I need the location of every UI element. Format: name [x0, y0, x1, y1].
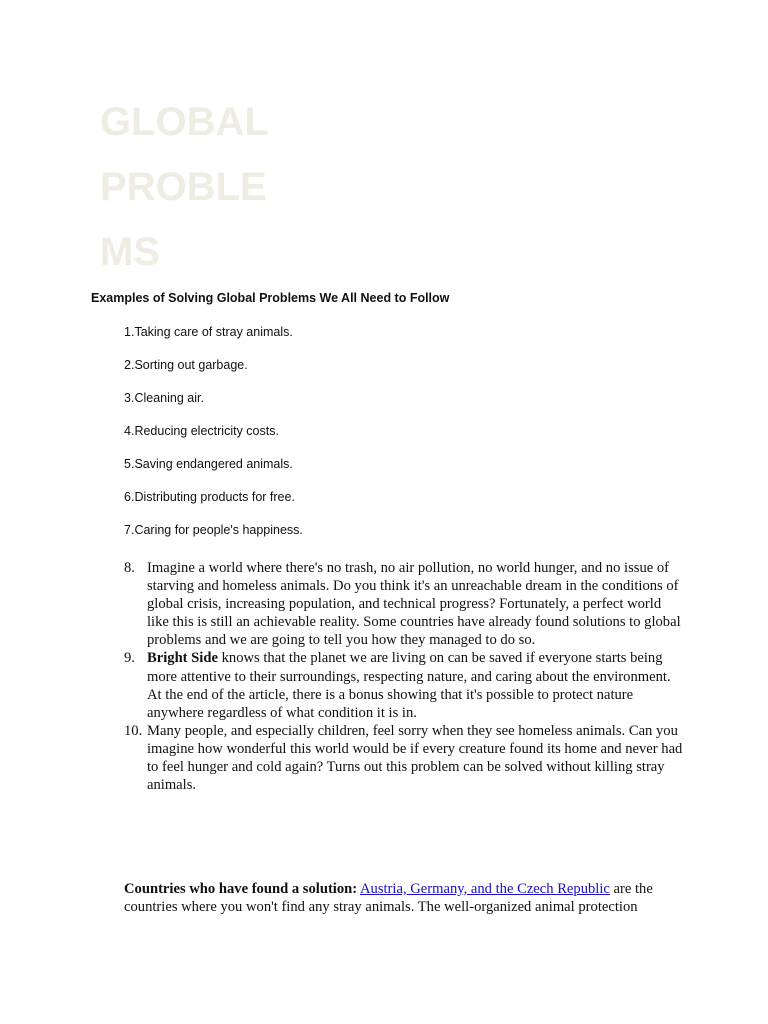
list-item-text: Cleaning air.	[134, 391, 204, 405]
list-item-text: Taking care of stray animals.	[134, 325, 293, 339]
document-title	[100, 90, 300, 285]
list-item-text: Caring for people's happiness.	[134, 523, 303, 537]
list-item-text: Saving endangered animals.	[134, 457, 293, 471]
title-line-3: MS	[100, 230, 160, 274]
paragraph-item	[124, 722, 684, 794]
list-item	[124, 489, 303, 522]
list-number: 3.	[124, 391, 135, 405]
countries-text: are the countries where you won't find any stray animals. The well-organized animal protection	[124, 881, 653, 916]
list-item	[124, 357, 303, 390]
countries-label: Countries who have found a solution:	[124, 881, 358, 897]
paragraph-item	[124, 649, 684, 721]
list-item	[124, 324, 303, 357]
brand-name: Bright Side	[147, 650, 218, 667]
title-line-1: GLOBAL	[100, 100, 269, 144]
list-number: 10.	[124, 722, 143, 739]
list-number: 1.	[124, 325, 135, 339]
solutions-short-list	[124, 324, 303, 555]
countries-link[interactable]: Austria, Germany, and the Czech Republic	[359, 881, 610, 897]
countries-paragraph	[124, 880, 684, 916]
list-number: 7.	[124, 523, 135, 537]
section-subheading: Examples of Solving Global Problems We All Need to Follow	[91, 291, 450, 305]
paragraph-item	[124, 559, 684, 649]
paragraph-text: knows that the planet we are living on can be saved if everyone starts being more attentive to their surroundings, respecting nature, and caring about the environment. At the end of the article, there is a bonus showing that it's possible to protect nature anywhere regardless of what condition it is in.	[147, 650, 671, 721]
title-line-2: PROBLE	[100, 165, 267, 209]
list-number: 6.	[124, 490, 135, 504]
list-item-text: Distributing products for free.	[134, 490, 295, 504]
list-number: 8.	[124, 560, 135, 576]
list-number: 4.	[124, 424, 135, 438]
list-number: 2.	[124, 358, 135, 372]
paragraph-text: Many people, and especially children, feel sorry when they see homeless animals. Can you imagine how wonderful this world would be if every creature found its home and never had to feel hunger and cold again? Turns out this problem can be solved without killing stray animals.	[147, 722, 683, 794]
list-item	[124, 522, 303, 555]
list-item	[124, 456, 303, 489]
paragraph-list	[124, 559, 684, 794]
paragraph-text: Imagine a world where there's no trash, no air pollution, no world hunger, and no issue of starving and homeless animals. Do you think it's an unreachable dream in the conditions of global crisis, increasing population, and technical progress? Fortunately, a perfect world like this is still an achievable reality. Some countries have already found solutions to global problems and we are going to tell you how they managed to do so.	[147, 560, 681, 649]
list-item-text: Reducing electricity costs.	[134, 424, 279, 438]
list-number: 5.	[124, 457, 135, 471]
list-item	[124, 423, 303, 456]
list-number: 9.	[124, 650, 135, 667]
list-item	[124, 390, 303, 423]
list-item-text: Sorting out garbage.	[134, 358, 248, 372]
